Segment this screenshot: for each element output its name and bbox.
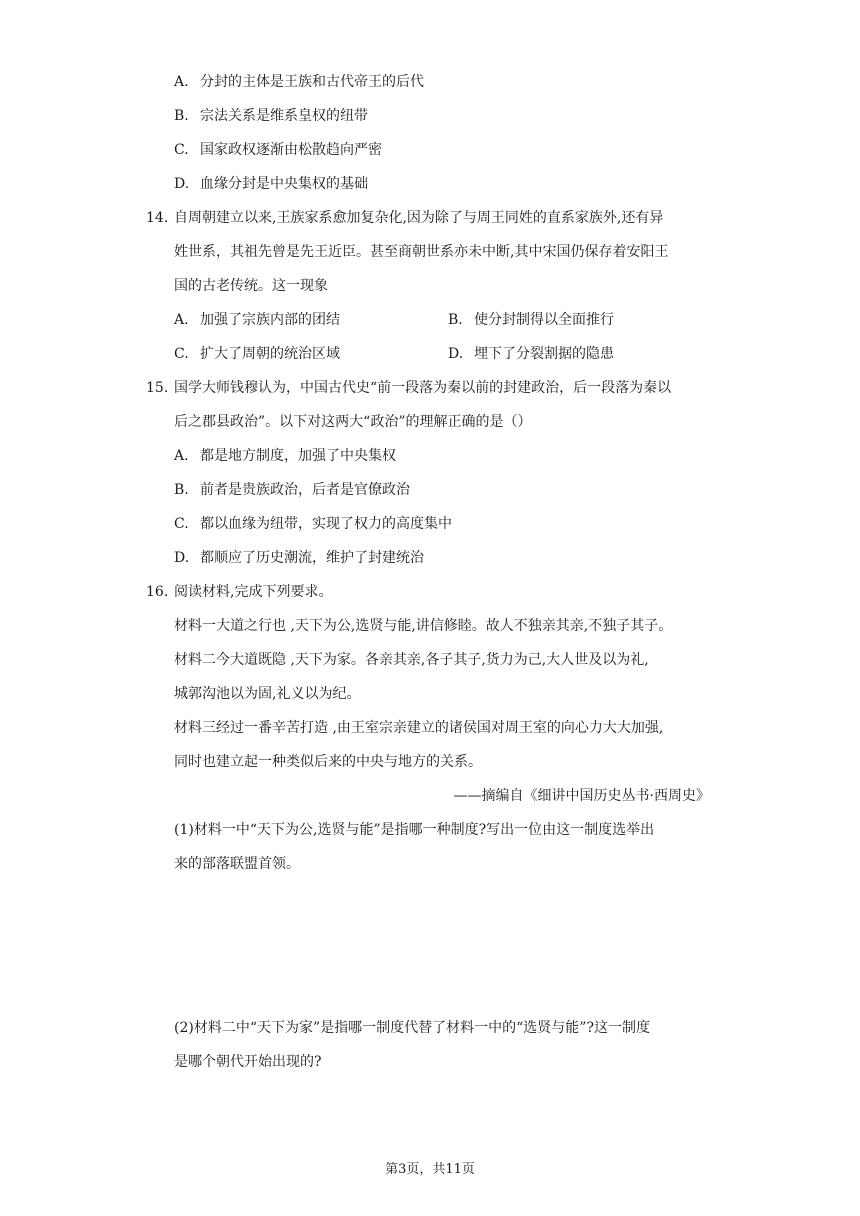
q15-option-a <box>174 446 396 466</box>
q14-option-c <box>174 344 340 364</box>
q13-option-b <box>174 106 368 126</box>
q14-option-d <box>448 344 614 364</box>
q14-line: 姓世系，其祖先曾是先王近臣。甚至商朝世系亦未中断,其中宋国仍保存着安阳王 <box>174 244 669 260</box>
q15-option-b <box>174 480 410 500</box>
option-text: 血缘分封是中央集权的基础 <box>200 176 368 192</box>
option-label: A. <box>174 448 189 464</box>
option-label: A. <box>174 312 189 328</box>
page-footer: 第3页，共11页 <box>385 1162 475 1177</box>
q16-intro: 阅读材料,完成下列要求。 <box>174 584 333 600</box>
q14-option-b <box>448 310 614 330</box>
q15-number: 15. <box>146 380 169 396</box>
option-text: 前者是贵族政治，后者是官僚政治 <box>200 482 410 498</box>
option-text: 都顺应了历史潮流，维护了封建统治 <box>200 550 424 566</box>
option-label: D. <box>448 346 464 362</box>
sub-question-2-line: 是哪个朝代开始出现的? <box>174 1054 322 1070</box>
q15-option-d <box>174 548 424 568</box>
q13-option-d <box>174 174 368 194</box>
option-text: 埋下了分裂割据的隐患 <box>474 346 614 362</box>
material-line: 城郭沟池以为固,礼义以为纪。 <box>174 686 361 702</box>
q14-line: 自周朝建立以来,王族家系愈加复杂化,因为除了与周王同姓的直系家族外,还有异 <box>174 210 664 226</box>
material-line: 材料三经过一番辛苦打造 ,由王室宗亲建立的诸侯国对周王室的向心力大大加强, <box>174 720 664 736</box>
option-label: B. <box>174 482 189 498</box>
material-line: 同时也建立起一种类似后来的中央与地方的关系。 <box>174 754 482 770</box>
q14-number: 14. <box>146 210 169 226</box>
q14-option-a <box>174 310 340 330</box>
q13-option-a <box>174 72 424 92</box>
option-text: 宗法关系是维系皇权的纽带 <box>200 108 368 124</box>
option-text: 分封的主体是王族和古代帝王的后代 <box>200 74 424 90</box>
q15-line: 国学大师钱穆认为，中国古代史“前一段落为秦以前的封建政治，后一段落为秦以 <box>174 380 672 396</box>
option-label: B. <box>448 312 463 328</box>
material-line: 材料二今大道既隐 ,天下为家。各亲其亲,各子其子,货力为己,大人世及以为礼, <box>174 652 649 668</box>
option-label: B. <box>174 108 189 124</box>
option-label: C. <box>174 516 189 532</box>
sub-question-2-line: (2)材料二中“天下为家”是指哪一制度代替了材料一中的“选贤与能”?这一制度 <box>174 1020 650 1036</box>
q13-option-c <box>174 140 382 160</box>
option-text: 都以血缘为纽带，实现了权力的高度集中 <box>200 516 452 532</box>
q14-line: 国的古老传统。这一现象 <box>174 278 328 294</box>
sub-question-1-line: (1)材料一中“天下为公,选贤与能”是指哪一种制度?写出一位由这一制度选举出 <box>174 822 655 838</box>
option-label: C. <box>174 142 189 158</box>
option-text: 国家政权逐渐由松散趋向严密 <box>200 142 382 158</box>
option-text: 加强了宗族内部的团结 <box>200 312 340 328</box>
q16-number: 16. <box>146 584 169 600</box>
q15-option-c <box>174 514 452 534</box>
sub-question-1-line: 来的部落联盟首领。 <box>174 856 300 872</box>
option-label: A. <box>174 74 189 90</box>
option-label: D. <box>174 550 190 566</box>
option-text: 使分封制得以全面推行 <box>474 312 614 328</box>
option-label: D. <box>174 176 190 192</box>
option-text: 都是地方制度，加强了中央集权 <box>200 448 396 464</box>
option-label: C. <box>174 346 189 362</box>
material-line: 材料一大道之行也 ,天下为公,选贤与能,讲信修睦。故人不独亲其亲,不独子其子。 <box>174 618 673 634</box>
option-text: 扩大了周朝的统治区域 <box>200 346 340 362</box>
material-source: ——摘编自《细讲中国历史丛书·西周史》 <box>453 788 710 804</box>
q15-line: 后之郡县政治”。以下对这两大“政治”的理解正确的是（） <box>174 414 532 430</box>
